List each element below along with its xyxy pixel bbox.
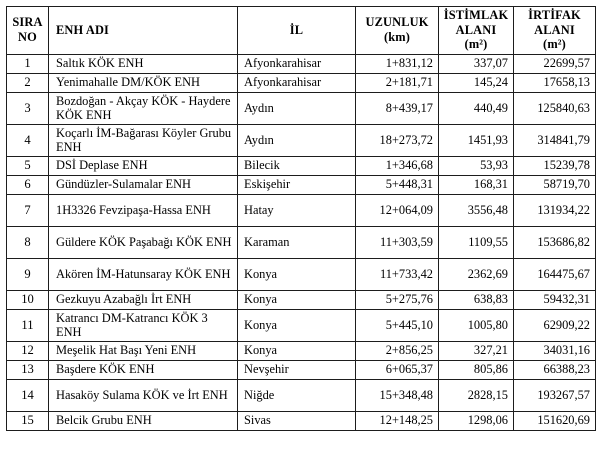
cell-irtifak-alani: 34031,16 [514,341,596,360]
table-row [7,54,596,73]
cell-irtifak-alani: 164475,67 [514,258,596,290]
cell-irtifak-alani: 58719,70 [514,175,596,194]
cell-il: Afyonkarahisar [238,54,356,73]
cell-enh-adi: Akören İM-Hatunsaray KÖK ENH [49,258,238,290]
cell-irtifak-alani: 17658,13 [514,73,596,92]
cell-istimlak-alani: 440,49 [439,92,514,124]
cell-enh-adi: 1H3326 Fevzipaşa-Hassa ENH [49,194,238,226]
cell-uzunluk: 18+273,72 [356,124,439,156]
cell-enh-adi: DSİ Deplase ENH [49,156,238,175]
cell-istimlak-alani: 1109,55 [439,226,514,258]
cell-irtifak-alani: 62909,22 [514,309,596,341]
cell-irtifak-alani: 22699,57 [514,54,596,73]
cell-enh-adi: Saltık KÖK ENH [49,54,238,73]
table-row [7,341,596,360]
cell-sira-no: 7 [7,194,49,226]
table-row [7,258,596,290]
cell-istimlak-alani: 1298,06 [439,411,514,430]
header-line-1: ENH ADI [56,22,110,37]
header-line-1: İRTİFAK [528,8,581,22]
cell-enh-adi: Hasaköy Sulama KÖK ve İrt ENH [49,379,238,411]
cell-il: Konya [238,290,356,309]
column-header-il [238,7,356,55]
table-row [7,194,596,226]
cell-enh-adi: Başdere KÖK ENH [49,360,238,379]
cell-sira-no: 6 [7,175,49,194]
cell-sira-no: 1 [7,54,49,73]
header-unit: (m²) [464,37,488,52]
cell-uzunluk: 2+181,71 [356,73,439,92]
cell-sira-no: 11 [7,309,49,341]
column-header-istimlak-alani [439,7,514,55]
column-header-irtifak-alani [514,7,596,55]
table-row [7,290,596,309]
table-row [7,226,596,258]
cell-irtifak-alani: 314841,79 [514,124,596,156]
cell-il: Aydın [238,92,356,124]
enh-data-table [6,6,596,431]
cell-uzunluk: 5+448,31 [356,175,439,194]
header-unit: (m²) [543,37,566,52]
table-row [7,175,596,194]
cell-uzunluk: 5+445,10 [356,309,439,341]
column-header-sira-no [7,7,49,55]
cell-sira-no: 9 [7,258,49,290]
cell-il: Afyonkarahisar [238,73,356,92]
cell-enh-adi: Gezkuyu Azabağlı İrt ENH [49,290,238,309]
cell-istimlak-alani: 1005,80 [439,309,514,341]
cell-il: Konya [238,341,356,360]
cell-istimlak-alani: 145,24 [439,73,514,92]
cell-istimlak-alani: 2362,69 [439,258,514,290]
cell-uzunluk: 8+439,17 [356,92,439,124]
cell-istimlak-alani: 168,31 [439,175,514,194]
cell-irtifak-alani: 193267,57 [514,379,596,411]
cell-enh-adi: Gündüzler-Sulamalar ENH [49,175,238,194]
cell-il: Karaman [238,226,356,258]
table-row [7,309,596,341]
cell-sira-no: 5 [7,156,49,175]
table-body [7,54,596,430]
header-line-2: NO [18,29,37,44]
cell-uzunluk: 12+064,09 [356,194,439,226]
cell-uzunluk: 2+856,25 [356,341,439,360]
header-line-2: ALANI [455,22,497,37]
cell-sira-no: 8 [7,226,49,258]
cell-il: Sivas [238,411,356,430]
cell-sira-no: 2 [7,73,49,92]
cell-istimlak-alani: 327,21 [439,341,514,360]
cell-sira-no: 13 [7,360,49,379]
cell-uzunluk: 1+346,68 [356,156,439,175]
cell-irtifak-alani: 153686,82 [514,226,596,258]
cell-il: Bilecik [238,156,356,175]
header-line-1: SIRA [12,15,43,30]
cell-enh-adi: Koçarlı İM-Bağarası Köyler Grubu ENH [49,124,238,156]
header-line-1: İSTİMLAK [443,8,509,22]
header-unit: (km) [383,29,411,44]
cell-sira-no: 15 [7,411,49,430]
cell-enh-adi: Yenimahalle DM/KÖK ENH [49,73,238,92]
cell-istimlak-alani: 337,07 [439,54,514,73]
cell-sira-no: 14 [7,379,49,411]
cell-istimlak-alani: 2828,15 [439,379,514,411]
table-row [7,156,596,175]
cell-enh-adi: Katrancı DM-Katrancı KÖK 3 ENH [49,309,238,341]
cell-uzunluk: 6+065,37 [356,360,439,379]
cell-irtifak-alani: 59432,31 [514,290,596,309]
cell-uzunluk: 11+733,42 [356,258,439,290]
table-row [7,73,596,92]
cell-il: Aydın [238,124,356,156]
cell-enh-adi: Meşelik Hat Başı Yeni ENH [49,341,238,360]
table-row [7,124,596,156]
column-header-enh-adi [49,7,238,55]
cell-il: Hatay [238,194,356,226]
cell-uzunluk: 1+831,12 [356,54,439,73]
table-row [7,360,596,379]
cell-enh-adi: Belcik Grubu ENH [49,411,238,430]
cell-uzunluk: 12+148,25 [356,411,439,430]
cell-il: Niğde [238,379,356,411]
cell-sira-no: 4 [7,124,49,156]
cell-sira-no: 12 [7,341,49,360]
cell-uzunluk: 15+348,48 [356,379,439,411]
header-line-1: UZUNLUK [365,15,429,30]
cell-il: Konya [238,258,356,290]
cell-istimlak-alani: 1451,93 [439,124,514,156]
cell-il: Konya [238,309,356,341]
cell-uzunluk: 11+303,59 [356,226,439,258]
table-row [7,92,596,124]
cell-il: Eskişehir [238,175,356,194]
table-header [7,7,596,55]
cell-enh-adi: Güldere KÖK Paşabağı KÖK ENH [49,226,238,258]
header-line-1: İL [289,22,304,37]
cell-istimlak-alani: 638,83 [439,290,514,309]
cell-il: Nevşehir [238,360,356,379]
cell-istimlak-alani: 53,93 [439,156,514,175]
cell-sira-no: 3 [7,92,49,124]
cell-irtifak-alani: 125840,63 [514,92,596,124]
cell-irtifak-alani: 151620,69 [514,411,596,430]
cell-istimlak-alani: 3556,48 [439,194,514,226]
cell-enh-adi: Bozdoğan - Akçay KÖK - Haydere KÖK ENH [49,92,238,124]
table-row [7,411,596,430]
column-header-uzunluk [356,7,439,55]
cell-irtifak-alani: 131934,22 [514,194,596,226]
cell-irtifak-alani: 15239,78 [514,156,596,175]
cell-irtifak-alani: 66388,23 [514,360,596,379]
table-row [7,379,596,411]
header-line-2: ALANI [534,22,575,37]
header-row [7,7,596,55]
cell-istimlak-alani: 805,86 [439,360,514,379]
cell-sira-no: 10 [7,290,49,309]
cell-uzunluk: 5+275,76 [356,290,439,309]
